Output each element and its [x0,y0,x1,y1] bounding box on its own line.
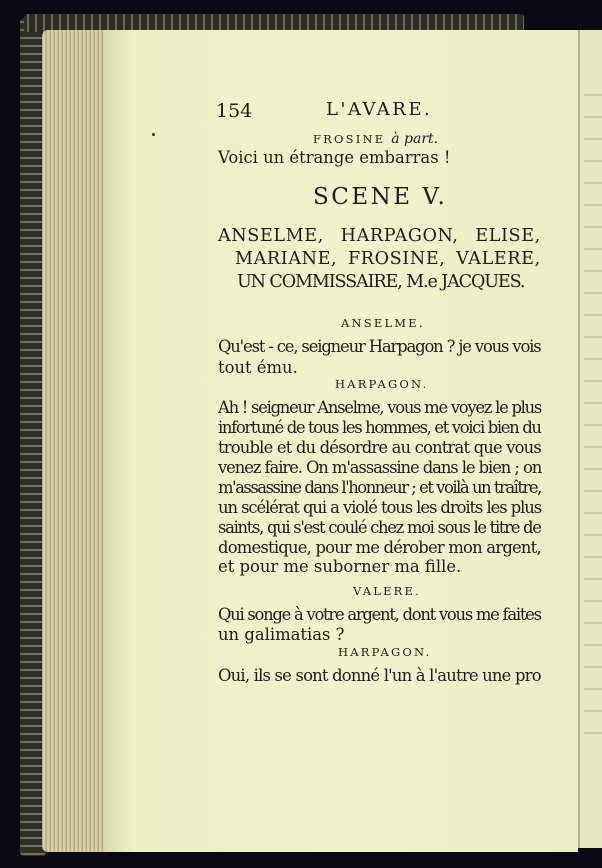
text-line-1: Voici un étrange embarras ! [218,148,451,167]
facing-page-edge [578,30,602,848]
show-through-text [584,94,602,734]
text-line-12: et pour me suborner ma fille. [218,557,462,576]
text-line-11: domestique, pour me dérober mon argent, [218,538,541,557]
text-line-6: trouble et du désordre au contrat que vous [218,438,541,457]
speaker-name: FROSINE [313,132,386,146]
text-line-2: Qu'est - ce, seigneur Harpagon ? je vous vois [218,337,541,356]
speaker-valere: VALERE. [353,584,421,598]
speaker-harpagon: HARPAGON. [335,377,429,391]
text-line-3: tout ému. [218,358,298,377]
text-line-5: infortuné de tous les hommes, et voici bien du [218,418,541,437]
cast-line-3: UN COMMISSAIRE, M.e JACQUES. [237,272,525,292]
text-line-9: un scélérat qui a violé tous les droits les plus [218,498,542,517]
text-line-14: un galimatias ? [218,625,345,644]
cast-line-1: ANSELME, HARPAGON, ELISE, [218,226,541,246]
text-line-8: m'assassine dans l'honneur ; et voilà un traître, [218,478,541,497]
page-block-edges [42,30,108,852]
stage-direction: à part. [391,131,439,147]
running-head: L'AVARE. [326,99,433,120]
cast-line-2: MARIANE, FROSINE, VALERE, [235,249,541,269]
text-line-15: Oui, ils se sont donné l'un à l'autre une pro [218,666,541,685]
ink-speck [152,133,155,136]
speaker-anselme: ANSELME. [341,316,425,330]
text-line-4: Ah ! seigneur Anselme, vous me voyez le plus [218,398,542,417]
page-number: 154 [216,100,253,122]
speaker-harpagon: HARPAGON. [338,645,432,659]
speaker-frosine [313,131,438,147]
text-line-10: saints, qui s'est coulé chez moi sous le titre de [218,518,541,537]
scene-heading: SCENE V. [313,184,448,210]
text-line-13: Qui songe à votre argent, dont vous me faites [218,605,541,624]
text-line-7: venez faire. On m'assassine dans le bien ; on [218,458,542,477]
